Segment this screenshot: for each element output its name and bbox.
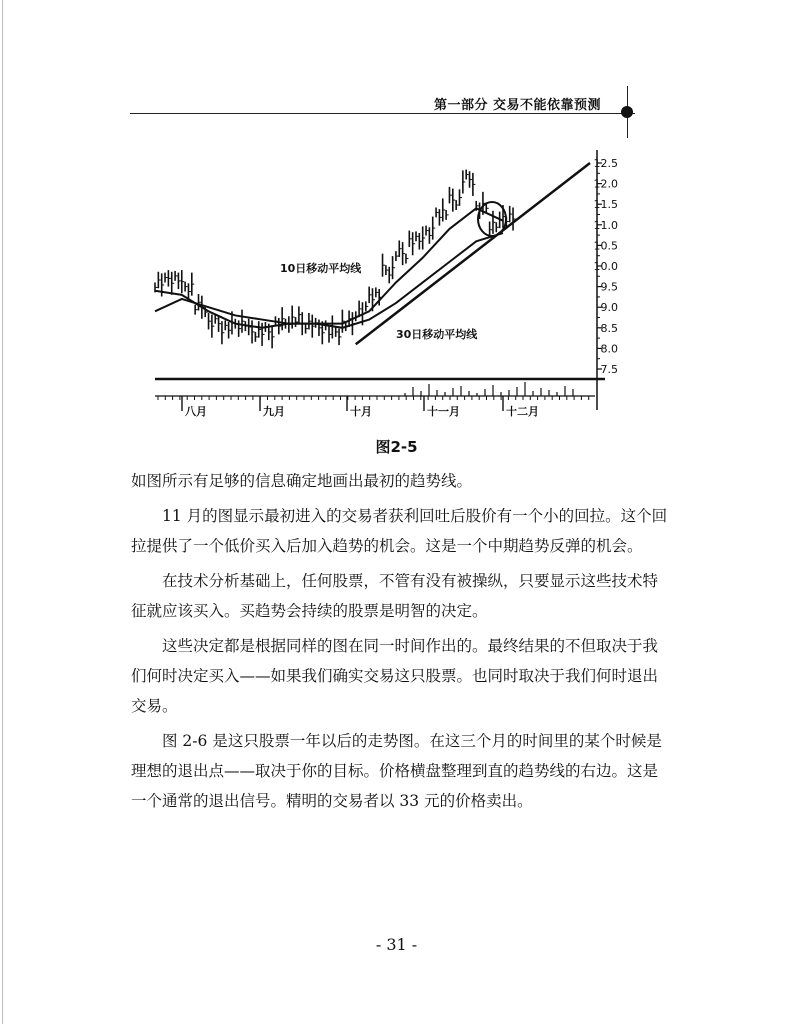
- x-axis-label: 八月: [185, 405, 207, 418]
- volume-bars: [405, 382, 573, 396]
- y-tick-label: 10.0: [593, 260, 618, 273]
- y-tick-label: 8.0: [600, 342, 618, 356]
- y-tick-label: 11.0: [593, 218, 618, 232]
- y-tick-label: 10.5: [593, 239, 618, 253]
- annotation-30-day-ma: 30日移动平均线: [396, 328, 478, 341]
- ma-30-line: [155, 233, 503, 328]
- x-axis-label: 十月: [350, 405, 372, 418]
- x-axis-labels: [182, 396, 539, 418]
- body-text: [131, 466, 671, 821]
- moving-average-lines: [155, 163, 590, 344]
- y-tick-label: 7.5: [600, 363, 618, 376]
- running-header: 第一部分 交易不能依靠预测: [434, 98, 602, 113]
- x-axis-label: 九月: [263, 405, 285, 418]
- paragraph: 11 月的图显示最初进入的交易者获利回吐后股价有一个小的回拉。这个回拉提供了一个低价买入后加入趋势的机会。这是一个中期趋势反弹的机会。: [131, 507, 668, 555]
- price-chart: [150, 145, 620, 430]
- x-axis-label: 十二月: [506, 405, 539, 418]
- price-bars: [155, 170, 516, 349]
- paragraph: 如图所示有足够的信息确定地画出最初的趋势线。: [131, 472, 473, 490]
- x-axis-label: 十一月: [427, 405, 460, 418]
- paragraph: 在技术分析基础上，任何股票，不管有没有被操纵，只要显示这些技术特征就应该买入。买趋势会持续的股票是明智的决定。: [131, 572, 659, 620]
- figure-caption: 图2-5: [375, 438, 418, 456]
- chart-axes: [155, 150, 605, 410]
- page-number: - 31 -: [375, 935, 418, 954]
- header-dot-icon: [621, 106, 633, 118]
- y-tick-label: 12.5: [593, 157, 618, 170]
- pullback-circle: [478, 202, 506, 236]
- paragraph: 图 2-6 是这只股票一年以后的走势图。在这三个月的时间里的某个时候是理想的退出点——取决于你的目标。价格横盘整理到直的趋势线的右边。这是一个通常的退出信号。精明的交易者以 33 元的价格卖出。: [131, 732, 662, 810]
- y-tick-label: 9.5: [600, 280, 618, 294]
- paragraph: 这些决定都是根据同样的图在同一时间作出的。最终结果的不但取决于我们何时决定买入——如果我们确实交易这只股票。也同时取决于我们何时退出交易。: [131, 637, 659, 715]
- page-edge-line: [2, 0, 3, 1024]
- y-tick-label: 12.0: [593, 177, 618, 191]
- y-tick-label: 9.0: [600, 301, 618, 315]
- y-tick-label: 11.5: [593, 198, 618, 212]
- annotation-10-day-ma: 10日移动平均线: [280, 262, 362, 275]
- header-rule: [130, 113, 635, 114]
- y-tick-label: 8.5: [600, 321, 618, 335]
